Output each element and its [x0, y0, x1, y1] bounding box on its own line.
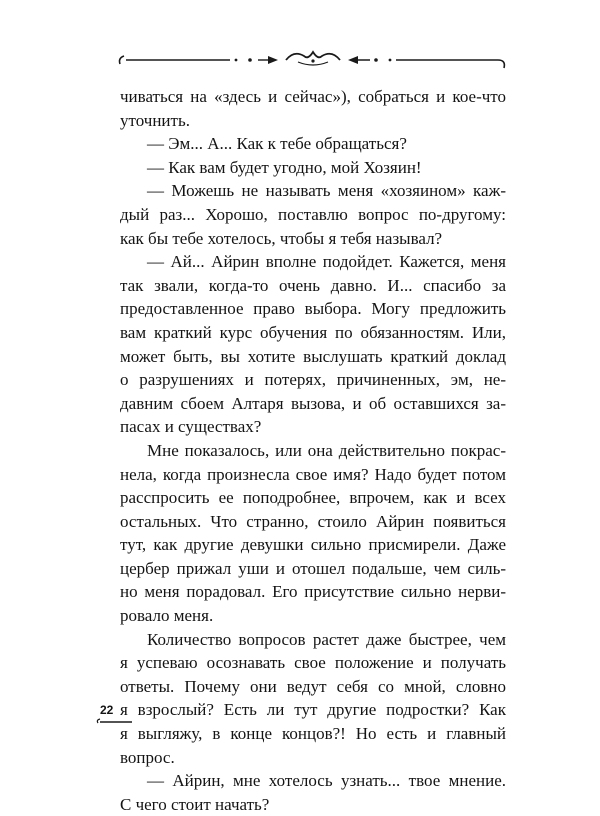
body-text	[120, 85, 506, 816]
text-line: так звали, когда-то очень давно. И... спасибо за	[120, 275, 506, 295]
text-line: я выгляжу, в конце концов?! Но есть и главный	[120, 724, 506, 744]
text-line: — Эм... А... Как к тебе обращаться?	[147, 134, 407, 154]
text-line: может быть, вы хотите выслушать краткий доклад	[120, 346, 506, 366]
text-line: я успеваю осознавать свое положение и получать	[120, 653, 506, 673]
text-line: — Ай... Айрин вполне подойдет. Кажется, меня	[147, 252, 506, 272]
text-line: — Айрин, мне хотелось узнать... твое мнение.	[147, 771, 506, 791]
text-line: но меня порадовал. Его присутствие сильно нерви-	[120, 582, 506, 602]
text-line: Количество вопросов растет даже быстрее, чем	[147, 629, 506, 649]
text-line: вам краткий курс обучения по обязанностям. Или,	[120, 322, 506, 342]
text-line: тут, как другие девушки сильно присмирели. Даже	[120, 535, 506, 555]
text-line: чиваться на «здесь и сейчас»), собраться и кое-что	[120, 87, 506, 106]
text-line: предоставленное право выбора. Могу предложить	[120, 299, 506, 319]
text-line: вопрос.	[120, 747, 175, 767]
text-line: я взрослый? Есть ли тут другие подростки? Как	[120, 700, 506, 720]
text-line: расспросить ее поподробнее, впрочем, как и всех	[120, 488, 506, 508]
text-line: дый раз... Хорошо, поставлю вопрос по-другому:	[120, 204, 506, 224]
text-line: нела, когда произнесла свое имя? Надо будет потом	[120, 464, 506, 484]
text-line: ответы. Почему они ведут себя со мной, словно	[120, 676, 506, 696]
page-number: 22	[100, 703, 114, 717]
text-line: Мне показалось, или она действительно покрас-	[147, 440, 506, 460]
text-line: — Как вам будет угодно, мой Хозяин!	[147, 157, 422, 177]
text-line: пасах и существах?	[120, 417, 262, 437]
text-line: цербер прижал уши и отошел подальше, чем силь-	[120, 558, 506, 578]
header-ornament	[118, 44, 508, 72]
text-line: ровало меня.	[120, 606, 214, 626]
text-line: — Можешь не называть меня «хозяином» каж-	[147, 181, 506, 201]
text-line: о разрушениях и потерях, причиненных, эм, не-	[120, 370, 506, 390]
text-line: С чего стоит начать?	[120, 794, 270, 814]
footer-rule	[96, 716, 132, 726]
text-line: уточнить.	[120, 110, 190, 130]
text-line: остальных. Что странно, стоило Айрин появиться	[120, 511, 506, 531]
text-line: как бы тебе хотелось, чтобы я тебя называл?	[120, 228, 443, 248]
text-line: давним сбоем Алтаря вызова, и об оставшихся за-	[120, 393, 506, 413]
